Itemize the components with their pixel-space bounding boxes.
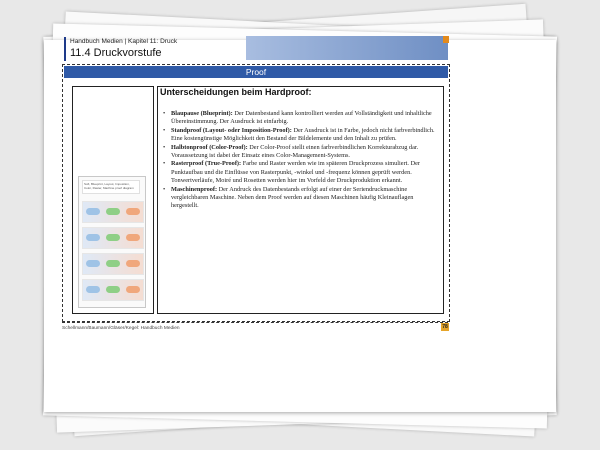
diagram-row (82, 279, 144, 301)
list-item (161, 144, 441, 161)
section-title: 11.4 Druckvorstufe (70, 47, 162, 59)
list-item-term: Maschinenproof: (171, 185, 218, 193)
footer-divider (62, 322, 448, 323)
list-item-text: Der Andruck des Datenbestands erfolgt auf einer der Seriendruckmaschine vergleichbaren Maschine. Neben dem Proof werden auf diesen Maschinen häufig Kleinauflagen hergestellt. (171, 185, 414, 210)
list-item-term: Halbtonproof (Color-Proof): (171, 143, 248, 151)
footer-authors: Schellmann/Baumann/Gläser/Kegel: Handbuch Medien (62, 326, 180, 331)
list-item (161, 186, 441, 211)
book-chapter-label: Handbuch Medien | Kapitel 11: Druck (70, 38, 178, 45)
proof-diagram-thumbnail[interactable] (78, 176, 146, 308)
proof-types-list (161, 110, 441, 211)
thumbnail-caption: Soft, Blueprint, Layout, Imposition, Color, Raster, Machine proof diagram (82, 180, 140, 194)
proof-banner: Proof (64, 66, 448, 78)
diagram-row (82, 253, 144, 275)
list-item-term: Blaupause (Blueprint): (171, 110, 233, 117)
diagram-row (82, 227, 144, 249)
list-item-text: Der Color-Proof stellt einen farbverbindlichen Korrekturabzug dar. Voraussetzung ist dabei der Einsatz eines Color-Management-Systems. (171, 143, 419, 160)
content-heading: Unterscheidungen beim Hardproof: (160, 87, 312, 97)
list-item-term: Rasterproof (True-Proof): (171, 160, 242, 168)
page-number-badge: 78 (442, 324, 448, 330)
diagram-row (82, 201, 144, 223)
list-item-term: Standproof (Layout- oder Imposition-Proof): (171, 126, 292, 134)
list-item-text: Der Ausdruck ist in Farbe, jedoch nicht farbverbindlich. Eine kostengünstige Möglichkeit den Bestand der Bildelemente und den Inhalt zu prüfen. (171, 126, 435, 143)
header-orange-square (443, 36, 449, 43)
list-item (161, 127, 441, 144)
list-item (161, 160, 441, 185)
header-gradient-band (246, 36, 448, 60)
list-item-text: Der Datenbestand kann kontrolliert werden auf Vollständigkeit und inhaltliche Übereinstimmung. Der Ausdruck ist einfarbig. (171, 110, 432, 126)
list-item-text: Farbe und Raster werden wie im späteren Druckprozess simuliert. Der Punktaufbau und die Einflüsse von Rasterpunkt, -winkel und -frequenz können geprüft werden. Tonwertverläufe, Moiré und Rosetten werden hier im Vorfeld der Druckproduktion erkannt. (171, 160, 421, 185)
header-accent-bar (64, 37, 66, 61)
list-item (161, 110, 441, 127)
